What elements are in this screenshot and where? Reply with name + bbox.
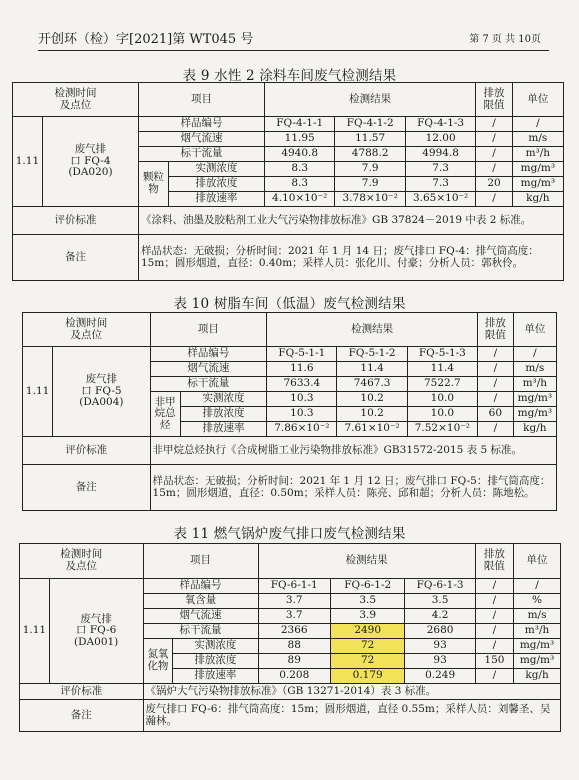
remark-text: 废气排口 FQ-6：排气筒高度：15m；圆形烟道，直径 0.55m；采样人员：刘馨圣、吴瀚林。 bbox=[143, 700, 560, 732]
test-date: 1.11 bbox=[13, 117, 43, 207]
limit-value: / bbox=[478, 377, 514, 392]
result-value: 3.7 bbox=[258, 609, 330, 624]
sampling-point: 废气排 口 FQ-6 (DA001) bbox=[49, 579, 143, 684]
unit-value: mg/m³ bbox=[512, 177, 563, 192]
header-point: 检测时间 及点位 bbox=[20, 544, 144, 579]
remark-label: 备注 bbox=[23, 465, 151, 511]
item-label: 排放速率 bbox=[168, 192, 264, 207]
unit-value: / bbox=[514, 579, 561, 594]
result-value: 3.65×10⁻² bbox=[405, 192, 476, 207]
result-value: 3.78×10⁻² bbox=[335, 192, 405, 207]
item-label: 样品编号 bbox=[143, 579, 258, 594]
item-label: 烟气流速 bbox=[150, 362, 267, 377]
limit-value: / bbox=[476, 117, 512, 132]
result-value: 2680 bbox=[405, 624, 475, 639]
limit-value: / bbox=[478, 392, 514, 407]
header-item: 项目 bbox=[143, 544, 258, 579]
result-value: 11.57 bbox=[335, 132, 405, 147]
limit-value: / bbox=[475, 579, 513, 594]
result-value: 88 bbox=[258, 639, 330, 654]
unit-value: kg/h bbox=[514, 669, 561, 684]
result-value: 7.3 bbox=[405, 162, 476, 177]
item-label: 实测浓度 bbox=[168, 162, 264, 177]
table-title: 表 10 树脂车间（低温）废气检测结果 bbox=[173, 296, 406, 312]
standard-label: 评价标准 bbox=[13, 207, 139, 235]
result-value: 2366 bbox=[258, 624, 330, 639]
item-label: 实测浓度 bbox=[173, 639, 258, 654]
result-value: 4.10×10⁻² bbox=[264, 192, 334, 207]
pollutant-group: 非甲 烷总 烃 bbox=[150, 392, 180, 437]
result-value: FQ-6-1-1 bbox=[258, 579, 330, 594]
result-value: 3.5 bbox=[330, 594, 405, 609]
header-limit: 排放 限值 bbox=[476, 83, 512, 117]
result-value: 3.5 bbox=[405, 594, 475, 609]
unit-value: m/s bbox=[512, 132, 563, 147]
limit-value: 60 bbox=[478, 407, 514, 422]
limit-value: / bbox=[478, 422, 514, 437]
standard-label: 评价标准 bbox=[23, 437, 151, 465]
header-limit: 排放 限值 bbox=[475, 544, 513, 579]
result-value: 7633.4 bbox=[267, 377, 337, 392]
result-value: 11.95 bbox=[264, 132, 334, 147]
unit-value: m³/h bbox=[513, 377, 556, 392]
result-value: 10.2 bbox=[337, 392, 407, 407]
header-point: 检测时间 及点位 bbox=[13, 83, 139, 117]
result-value: 11.4 bbox=[407, 362, 477, 377]
result-value: 7522.7 bbox=[407, 377, 477, 392]
item-label: 氧含量 bbox=[143, 594, 258, 609]
pollutant-group: 氮氧 化物 bbox=[143, 639, 173, 684]
standard-text: 《锅炉大气污染物排放标准》（GB 13271-2014）表 3 标准。 bbox=[143, 684, 560, 700]
header-item: 项目 bbox=[150, 313, 267, 347]
item-label: 样品编号 bbox=[150, 347, 267, 362]
result-value: FQ-6-1-2 bbox=[330, 579, 405, 594]
result-value: FQ-4-1-3 bbox=[405, 117, 476, 132]
unit-value: kg/h bbox=[512, 192, 563, 207]
sampling-point: 废气排 口 FQ-5 (DA004) bbox=[53, 347, 150, 437]
result-value: 4940.8 bbox=[264, 147, 334, 162]
result-table bbox=[22, 312, 557, 511]
result-value: 8.3 bbox=[264, 162, 334, 177]
unit-value: mg/m³ bbox=[513, 392, 556, 407]
limit-value: / bbox=[476, 132, 512, 147]
result-table bbox=[19, 543, 561, 732]
data-row bbox=[13, 117, 564, 132]
header-unit: 单位 bbox=[513, 313, 556, 347]
item-label: 标干流量 bbox=[150, 377, 267, 392]
unit-value: kg/h bbox=[513, 422, 556, 437]
result-value: 0.249 bbox=[405, 669, 475, 684]
header-result: 检测结果 bbox=[258, 544, 475, 579]
result-value: 2490 bbox=[330, 624, 405, 639]
result-value: 8.3 bbox=[264, 177, 334, 192]
item-label: 标干流量 bbox=[139, 147, 265, 162]
sampling-point: 废气排 口 FQ-4 (DA020) bbox=[42, 117, 138, 207]
header-result: 检测结果 bbox=[267, 313, 478, 347]
header-item: 项目 bbox=[139, 83, 265, 117]
result-value: 11.6 bbox=[267, 362, 337, 377]
unit-value: mg/m³ bbox=[512, 162, 563, 177]
result-value: 3.7 bbox=[258, 594, 330, 609]
limit-value: / bbox=[475, 624, 513, 639]
data-row bbox=[23, 347, 557, 362]
result-value: 4994.8 bbox=[405, 147, 476, 162]
remark-label: 备注 bbox=[13, 235, 139, 281]
result-value: 3.9 bbox=[330, 609, 405, 624]
result-value: 72 bbox=[330, 654, 405, 669]
limit-value: 150 bbox=[475, 654, 513, 669]
unit-value: mg/m³ bbox=[513, 407, 556, 422]
remark-text: 样品状态：无破损；分析时间：2021 年 1 月 12 日；废气排口 FQ-5：排气筒高度：15m；圆形烟道，直径：0.50m；采样人员：陈亮、邱和超；分析人员：陈地松。 bbox=[150, 465, 556, 511]
unit-value: m³/h bbox=[514, 624, 561, 639]
result-value: 93 bbox=[405, 639, 475, 654]
unit-value: m/s bbox=[513, 362, 556, 377]
header-unit: 单位 bbox=[512, 83, 563, 117]
result-value: 4.2 bbox=[405, 609, 475, 624]
remark-text: 样品状态：无破损；分析时间：2021 年 1 月 14 日；废气排口 FQ-4：排气筒高度：15m；圆形烟道，直径：0.40m；采样人员：张化川、付豪；分析人员：郭秋伶。 bbox=[139, 235, 564, 281]
item-label: 排放速率 bbox=[173, 669, 258, 684]
result-value: 10.0 bbox=[407, 407, 477, 422]
limit-value: / bbox=[475, 609, 513, 624]
limit-value: / bbox=[475, 639, 513, 654]
result-value: 7.9 bbox=[335, 162, 405, 177]
result-value: FQ-4-1-1 bbox=[264, 117, 334, 132]
result-value: 7467.3 bbox=[337, 377, 407, 392]
result-value: FQ-5-1-3 bbox=[407, 347, 477, 362]
result-value: 4788.2 bbox=[335, 147, 405, 162]
standard-text: 《涂料、油墨及胶粘剂工业大气污染物排放标准》GB 37824－2019 中表 2 标准。 bbox=[139, 207, 564, 235]
result-value: 7.61×10⁻² bbox=[337, 422, 407, 437]
unit-value: mg/m³ bbox=[514, 639, 561, 654]
unit-value: / bbox=[512, 117, 563, 132]
limit-value: / bbox=[475, 669, 513, 684]
result-value: 7.3 bbox=[405, 177, 476, 192]
result-value: FQ-5-1-2 bbox=[337, 347, 407, 362]
result-value: 10.0 bbox=[407, 392, 477, 407]
document-number: 开创环（检）字[2021]第 WT045 号 bbox=[38, 32, 254, 47]
result-value: 12.00 bbox=[405, 132, 476, 147]
page-number: 第 7 页 共 10页 bbox=[469, 34, 541, 45]
header-result: 检测结果 bbox=[264, 83, 475, 117]
result-value: 7.52×10⁻² bbox=[407, 422, 477, 437]
result-value: 11.4 bbox=[337, 362, 407, 377]
item-label: 排放浓度 bbox=[180, 407, 266, 422]
result-value: FQ-5-1-1 bbox=[267, 347, 337, 362]
result-table bbox=[12, 82, 564, 281]
item-label: 排放速率 bbox=[180, 422, 266, 437]
result-value: 0.208 bbox=[258, 669, 330, 684]
header-point: 检测时间 及点位 bbox=[23, 313, 151, 347]
limit-value: / bbox=[476, 162, 512, 177]
item-label: 烟气流速 bbox=[139, 132, 265, 147]
result-value: 89 bbox=[258, 654, 330, 669]
pollutant-group: 颗粒 物 bbox=[139, 162, 169, 207]
remark-label: 备注 bbox=[20, 700, 144, 732]
limit-value: / bbox=[476, 192, 512, 207]
result-value: 7.9 bbox=[335, 177, 405, 192]
result-value: 10.2 bbox=[337, 407, 407, 422]
result-value: 93 bbox=[405, 654, 475, 669]
result-value: 10.3 bbox=[267, 407, 337, 422]
unit-value: m³/h bbox=[512, 147, 563, 162]
table-title: 表 11 燃气锅炉废气排口废气检测结果 bbox=[173, 526, 406, 542]
header-limit: 排放 限值 bbox=[478, 313, 514, 347]
item-label: 实测浓度 bbox=[180, 392, 266, 407]
result-value: 72 bbox=[330, 639, 405, 654]
limit-value: 20 bbox=[476, 177, 512, 192]
result-value: FQ-6-1-3 bbox=[405, 579, 475, 594]
limit-value: / bbox=[476, 147, 512, 162]
limit-value: / bbox=[475, 594, 513, 609]
data-row bbox=[20, 579, 561, 594]
item-label: 排放浓度 bbox=[168, 177, 264, 192]
unit-value: % bbox=[514, 594, 561, 609]
unit-value: / bbox=[513, 347, 556, 362]
item-label: 烟气流速 bbox=[143, 609, 258, 624]
table-title: 表 9 水性 2 涂料车间废气检测结果 bbox=[182, 68, 397, 84]
item-label: 标干流量 bbox=[143, 624, 258, 639]
item-label: 排放浓度 bbox=[173, 654, 258, 669]
standard-text: 非甲烷总烃执行《合成树脂工业污染物排放标准》GB31572-2015 表 5 标准。 bbox=[150, 437, 556, 465]
page-header bbox=[38, 20, 541, 47]
limit-value: / bbox=[478, 347, 514, 362]
item-label: 样品编号 bbox=[139, 117, 265, 132]
header-unit: 单位 bbox=[514, 544, 561, 579]
test-date: 1.11 bbox=[20, 579, 50, 684]
standard-label: 评价标准 bbox=[20, 684, 144, 700]
result-value: FQ-4-1-2 bbox=[335, 117, 405, 132]
unit-value: mg/m³ bbox=[514, 654, 561, 669]
unit-value: m/s bbox=[514, 609, 561, 624]
limit-value: / bbox=[478, 362, 514, 377]
result-value: 7.86×10⁻² bbox=[267, 422, 337, 437]
test-date: 1.11 bbox=[23, 347, 53, 437]
result-value: 10.3 bbox=[267, 392, 337, 407]
header-rule bbox=[38, 50, 549, 51]
result-value: 0.179 bbox=[330, 669, 405, 684]
